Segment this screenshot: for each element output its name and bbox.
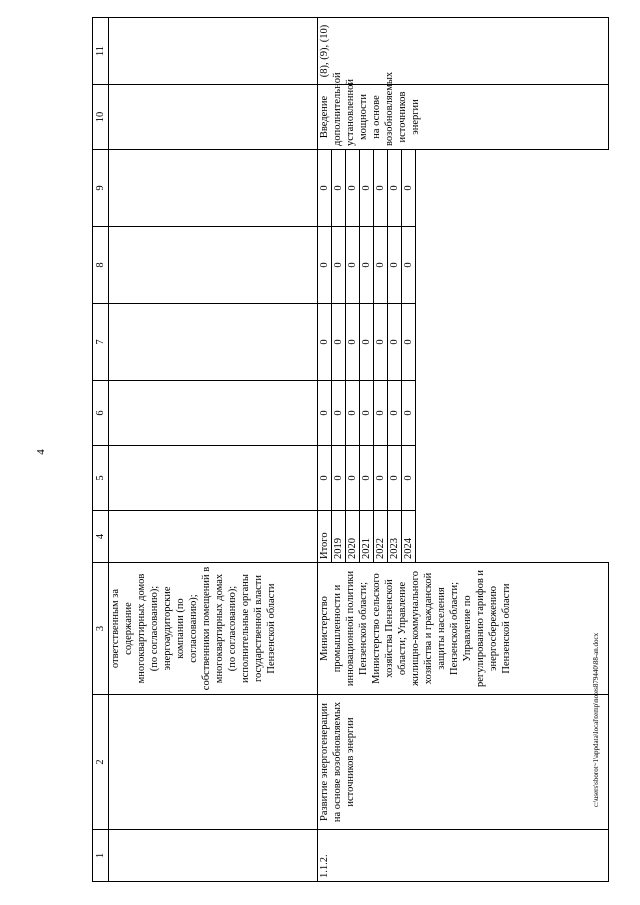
column-number-2: 2 xyxy=(93,695,109,830)
year-cell: 2020 xyxy=(346,511,360,563)
value-cell: 0 xyxy=(318,381,332,446)
value-cell: 0 xyxy=(332,304,346,381)
cont-executors-cell: ответственным за содержание многоквартирных домов (по согласованию); энергоаудиторские компании (по согласованию); собственники помещений в многоквартирных домах (по согласованию); исполнительные органы государственной власти Пензенской области xyxy=(109,563,318,695)
column-number-7: 7 xyxy=(93,304,109,381)
value-cell: 0 xyxy=(346,227,360,304)
cell-empty xyxy=(416,150,609,227)
value-cell: 0 xyxy=(402,304,416,381)
cell-empty xyxy=(109,304,318,381)
value-cell: 0 xyxy=(388,304,402,381)
value-cell: 0 xyxy=(388,227,402,304)
cell-empty xyxy=(109,85,318,150)
column-number-11: 11 xyxy=(93,18,109,85)
value-cell: 0 xyxy=(360,150,374,227)
value-cell: 0 xyxy=(374,227,388,304)
table-frame xyxy=(92,18,609,882)
year-cell: Итого xyxy=(318,511,332,563)
value-cell: 0 xyxy=(332,446,346,511)
value-cell: 0 xyxy=(374,381,388,446)
value-cell: 0 xyxy=(374,150,388,227)
value-cell: 0 xyxy=(388,446,402,511)
measure-links: (8), (9), (10) xyxy=(318,18,609,85)
cell-empty xyxy=(109,150,318,227)
value-cell: 0 xyxy=(346,446,360,511)
column-number-5: 5 xyxy=(93,446,109,511)
value-cell: 0 xyxy=(346,304,360,381)
value-cell: 0 xyxy=(360,446,374,511)
value-cell: 0 xyxy=(360,227,374,304)
year-cell: 2022 xyxy=(374,511,388,563)
column-number-4: 4 xyxy=(93,511,109,563)
cell-empty xyxy=(416,304,609,381)
value-cell: 0 xyxy=(360,381,374,446)
cell-empty xyxy=(109,18,318,85)
value-cell: 0 xyxy=(374,446,388,511)
column-number-9: 9 xyxy=(93,150,109,227)
value-cell: 0 xyxy=(360,304,374,381)
measure-executors: Министерство промышленности и инновационной политики Пензенской области; Министерство сельского хозяйства Пензенской области; Управление жилищно-коммунального хозяйства и гражданской защиты населения Пензенской области; Управление по регулированию тарифов и энергосбережению Пензенской области xyxy=(318,563,609,695)
value-cell: 0 xyxy=(402,227,416,304)
value-cell: 0 xyxy=(318,446,332,511)
measure-indicator: Введение дополнительной установленной мощности на основе возобновляемых источников энергии xyxy=(318,85,609,150)
cell-empty xyxy=(416,446,609,511)
value-cell: 0 xyxy=(332,227,346,304)
value-cell: 0 xyxy=(402,150,416,227)
measure-number: 1.1.2. xyxy=(318,830,609,882)
cell-empty xyxy=(109,830,318,882)
value-cell: 0 xyxy=(388,150,402,227)
column-number-3: 3 xyxy=(93,563,109,695)
continuation-row xyxy=(109,18,318,882)
value-cell: 0 xyxy=(374,304,388,381)
cell-empty xyxy=(109,381,318,446)
cell-empty xyxy=(416,511,609,563)
column-number-6: 6 xyxy=(93,381,109,446)
value-cell: 0 xyxy=(402,446,416,511)
value-cell: 0 xyxy=(402,381,416,446)
year-cell: 2023 xyxy=(388,511,402,563)
value-cell: 0 xyxy=(332,381,346,446)
cell-empty xyxy=(109,446,318,511)
column-number-row xyxy=(93,18,109,882)
year-cell: 2024 xyxy=(402,511,416,563)
cell-empty xyxy=(109,227,318,304)
year-cell: 2019 xyxy=(332,511,346,563)
value-cell: 0 xyxy=(318,304,332,381)
program-table xyxy=(92,17,609,882)
cell-empty xyxy=(416,227,609,304)
value-cell: 0 xyxy=(332,150,346,227)
column-number-10: 10 xyxy=(93,85,109,150)
value-cell: 0 xyxy=(318,227,332,304)
column-number-1: 1 xyxy=(93,830,109,882)
measure-row xyxy=(318,18,332,882)
cell-empty xyxy=(416,381,609,446)
value-cell: 0 xyxy=(346,381,360,446)
cell-empty xyxy=(109,695,318,830)
cell-empty xyxy=(109,511,318,563)
value-cell: 0 xyxy=(388,381,402,446)
column-number-8: 8 xyxy=(93,227,109,304)
page-number: 4 xyxy=(35,449,47,455)
footer-file-path: c:\users\sborot~1\appdata\local\temp\notes879440\88-an.docx xyxy=(592,632,600,808)
value-cell: 0 xyxy=(346,150,360,227)
measure-name: Развитие энергогенерации на основе возобновляемых источников энергии xyxy=(318,695,609,830)
value-cell: 0 xyxy=(318,150,332,227)
landscape-sheet xyxy=(92,18,609,882)
year-cell: 2021 xyxy=(360,511,374,563)
